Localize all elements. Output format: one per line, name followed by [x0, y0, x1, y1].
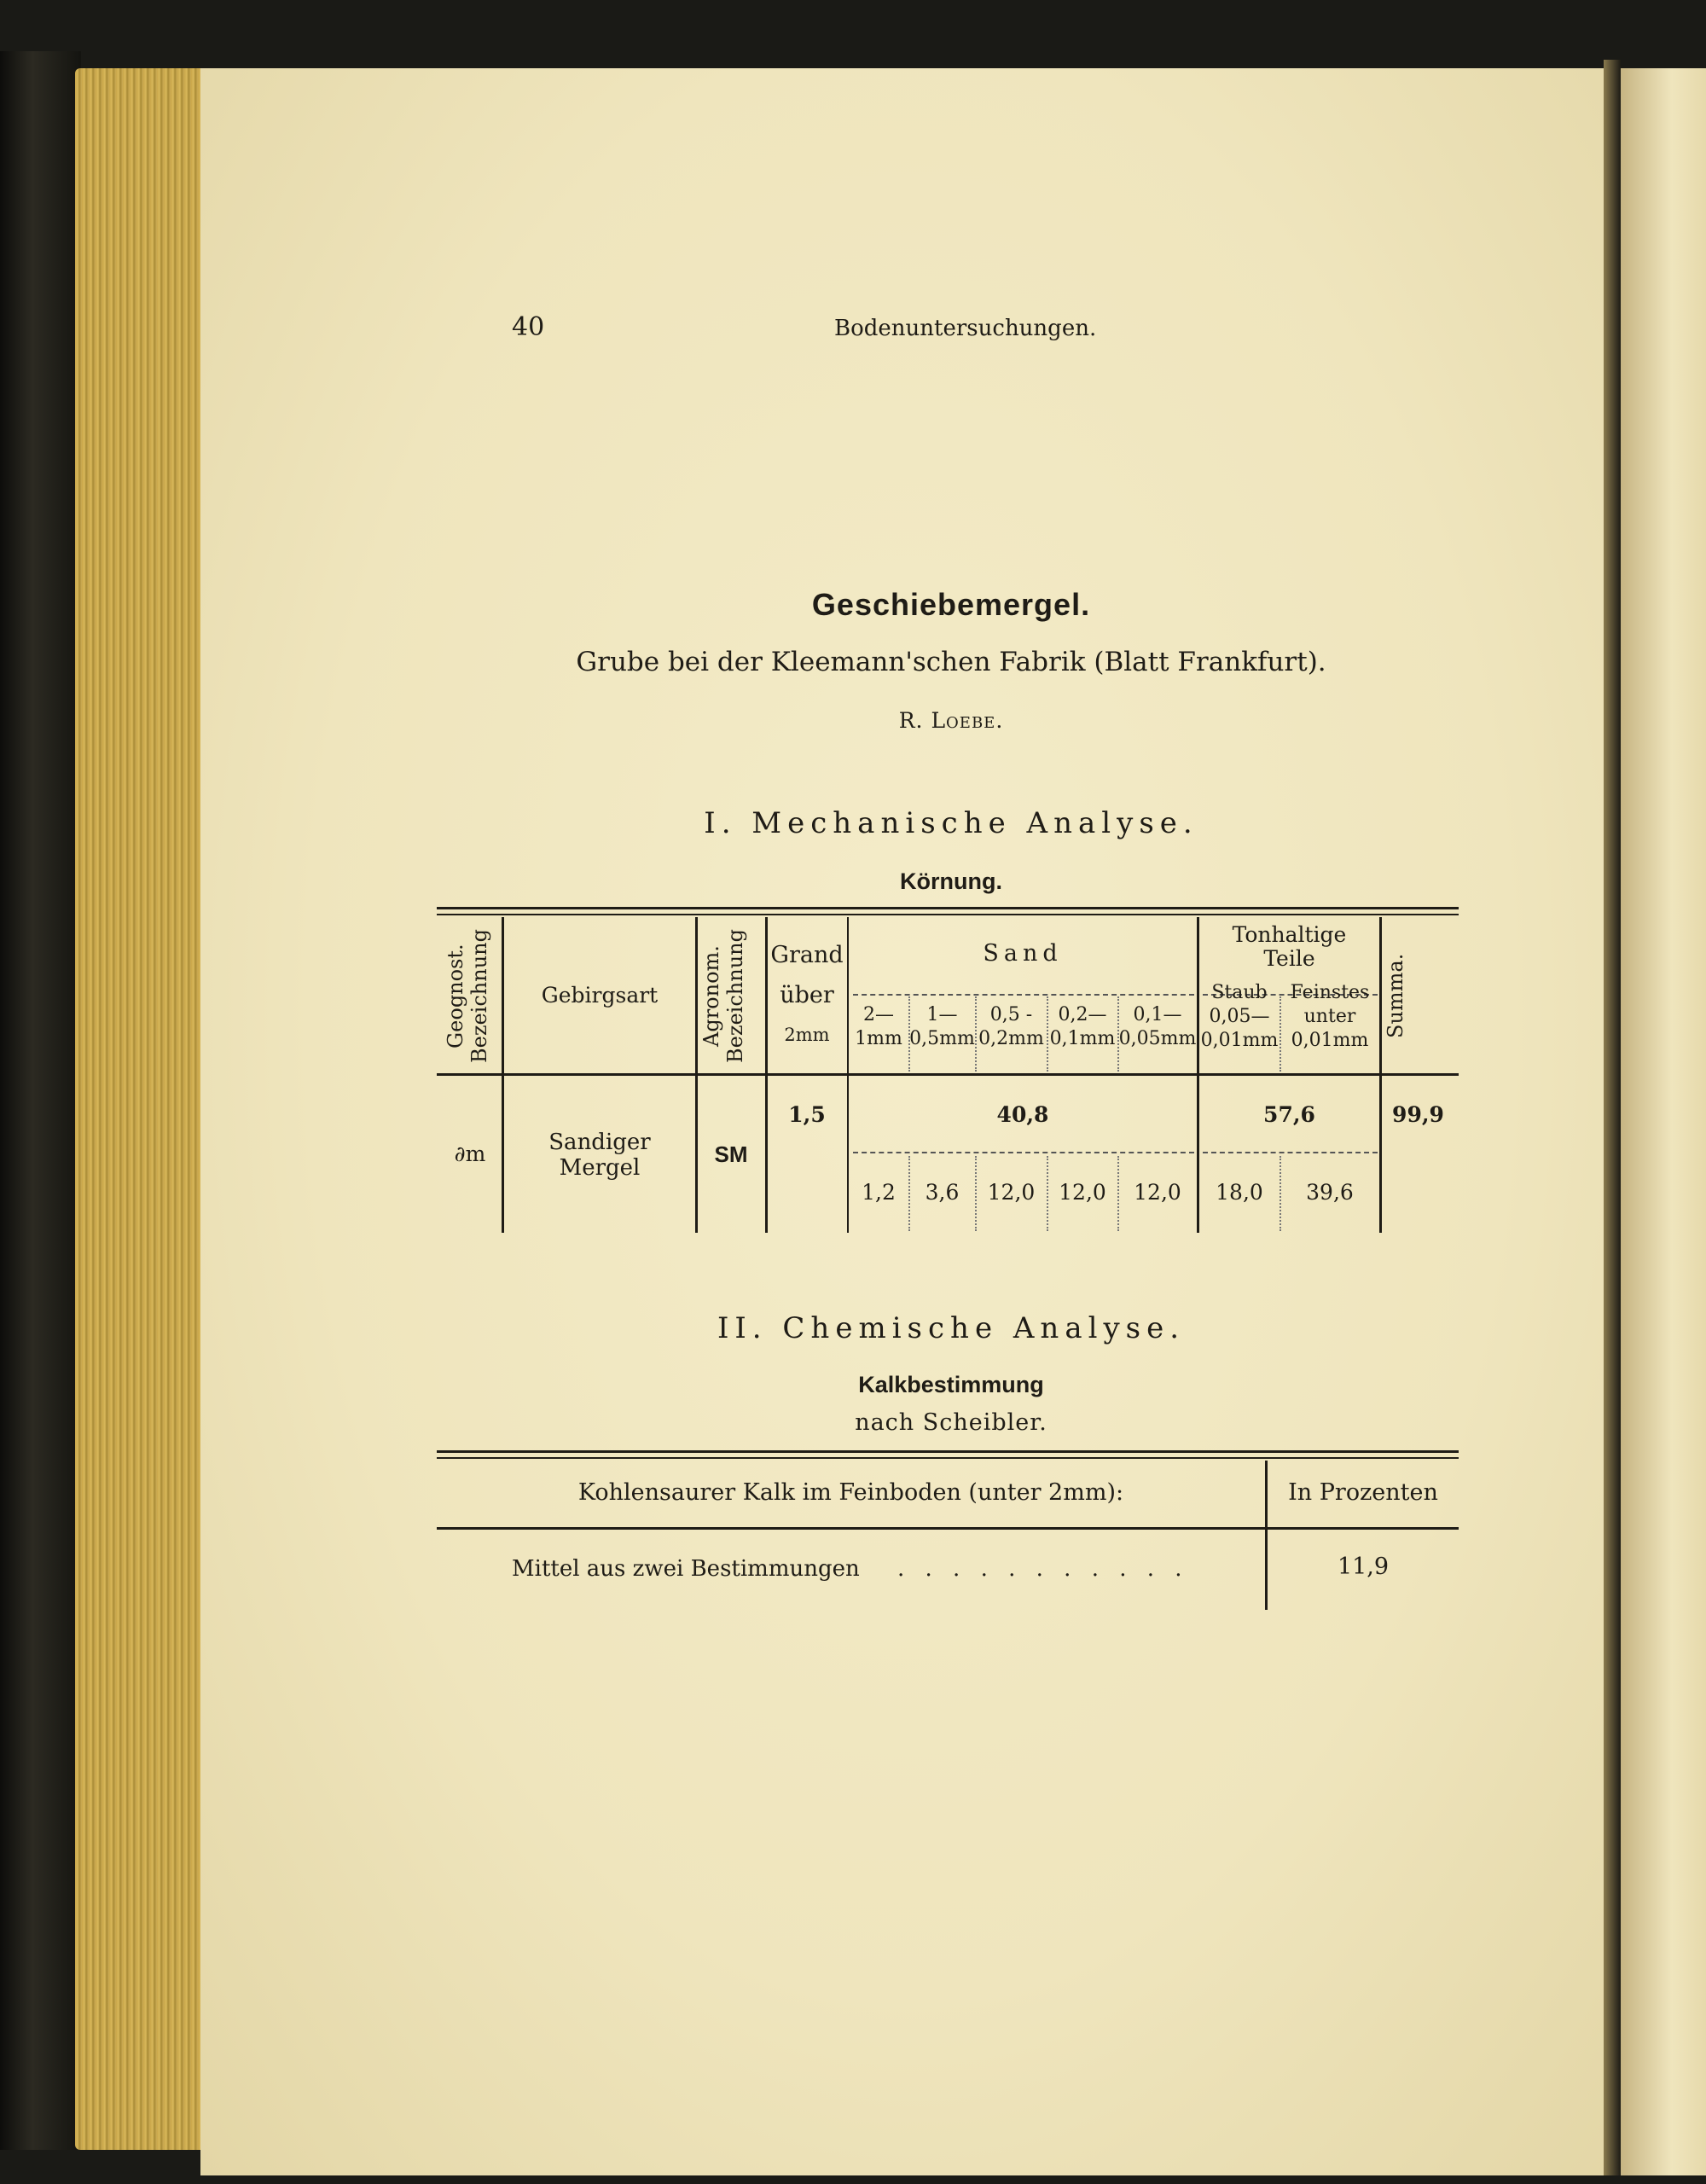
row-leader-dots: . . . . . . . . . . . — [897, 1556, 1189, 1582]
page-number: 40 — [512, 312, 545, 342]
header-grand-size: 2mm — [784, 1025, 830, 1045]
table-header-rule — [437, 1527, 1459, 1530]
header-staub: Staub 0,05— 0,01mm — [1200, 982, 1279, 1051]
header-sand-range: 0,1— 0,05mm — [1118, 1004, 1197, 1049]
header-grand-ueber: über — [780, 982, 834, 1008]
page-edges — [75, 68, 220, 2150]
header-sand-range: 0,5 - 0,2mm — [978, 1004, 1044, 1049]
cell-sand-value: 1,2 — [862, 1180, 896, 1205]
row-value-kalk: 11,9 — [1337, 1554, 1390, 1580]
header-kohlensaurer-kalk: Kohlensaurer Kalk im Feinboden (unter 2mm): — [577, 1479, 1124, 1506]
cell-sand-value: 12,0 — [1059, 1180, 1106, 1205]
header-summa: Summa. — [1384, 953, 1407, 1039]
cell-ton-total: 57,6 — [1263, 1102, 1315, 1127]
col-divider — [502, 917, 504, 1233]
ton-value-rule — [1203, 1152, 1378, 1153]
sand-subheader-rule — [853, 994, 1194, 996]
cell-agronom: SM — [714, 1141, 748, 1167]
row-label-mittel: Mittel aus zwei Bestimmungen — [512, 1556, 860, 1582]
table-top-rule — [437, 907, 1459, 909]
section-subheading-koernung: Körnung. — [900, 868, 1002, 894]
cell-sand-total: 40,8 — [996, 1102, 1049, 1127]
header-sand-range: 1— 0,5mm — [909, 1004, 975, 1049]
document-title: Geschiebemergel. — [811, 587, 1091, 622]
col-divider — [1265, 1461, 1268, 1610]
header-sand-range: 0,2— 0,1mm — [1049, 1004, 1116, 1049]
header-agronom: Agronom. Bezeichnung — [699, 929, 747, 1063]
header-sand: Sand — [983, 940, 1063, 967]
cell-sand-value: 12,0 — [1134, 1180, 1181, 1205]
header-in-prozenten: In Prozenten — [1288, 1479, 1438, 1506]
header-grand: Grand — [770, 942, 844, 968]
table-top-rule-thin — [437, 1457, 1459, 1459]
header-feinstes: Feinstes unter 0,01mm — [1290, 982, 1370, 1051]
header-geognost: Geognost. Bezeichnung — [444, 929, 491, 1063]
sand-value-rule — [853, 1152, 1194, 1153]
col-divider — [695, 917, 698, 1233]
facing-page — [1621, 68, 1706, 2175]
cell-gebirgsart: Sandiger Mergel — [548, 1130, 651, 1181]
cell-staub: 18,0 — [1216, 1180, 1263, 1205]
header-sand-range: 2— 1mm — [855, 1004, 902, 1049]
running-title: Bodenuntersuchungen. — [834, 316, 1097, 341]
header-gebirgsart: Gebirgsart — [541, 983, 659, 1008]
document-subtitle: Grube bei der Kleemann'schen Fabrik (Blatt Frankfurt). — [576, 647, 1326, 677]
cell-sand-value: 12,0 — [987, 1180, 1036, 1205]
section-subheading-kalk: Kalkbestimmung — [858, 1372, 1044, 1397]
cell-grand: 1,5 — [788, 1102, 826, 1127]
author: R. Loebe. — [898, 708, 1004, 733]
section-heading-mechanical: I. Mechanische Analyse. — [704, 806, 1198, 840]
cell-summa: 99,9 — [1392, 1102, 1444, 1127]
table-top-rule — [437, 1450, 1459, 1453]
col-divider — [1379, 917, 1382, 1233]
section-heading-chemical: II. Chemische Analyse. — [717, 1311, 1186, 1345]
cell-feinstes: 39,6 — [1306, 1180, 1354, 1205]
table-header-rule — [437, 1073, 1459, 1076]
header-tonhaltige: Tonhaltige Teile — [1232, 922, 1347, 971]
table-top-rule-thin — [437, 914, 1459, 915]
book-binding — [0, 51, 81, 2150]
book-gutter — [1604, 60, 1621, 2175]
method-note: nach Scheibler. — [855, 1409, 1047, 1436]
cell-geognost: ∂m — [454, 1141, 486, 1166]
cell-sand-value: 3,6 — [925, 1180, 960, 1205]
